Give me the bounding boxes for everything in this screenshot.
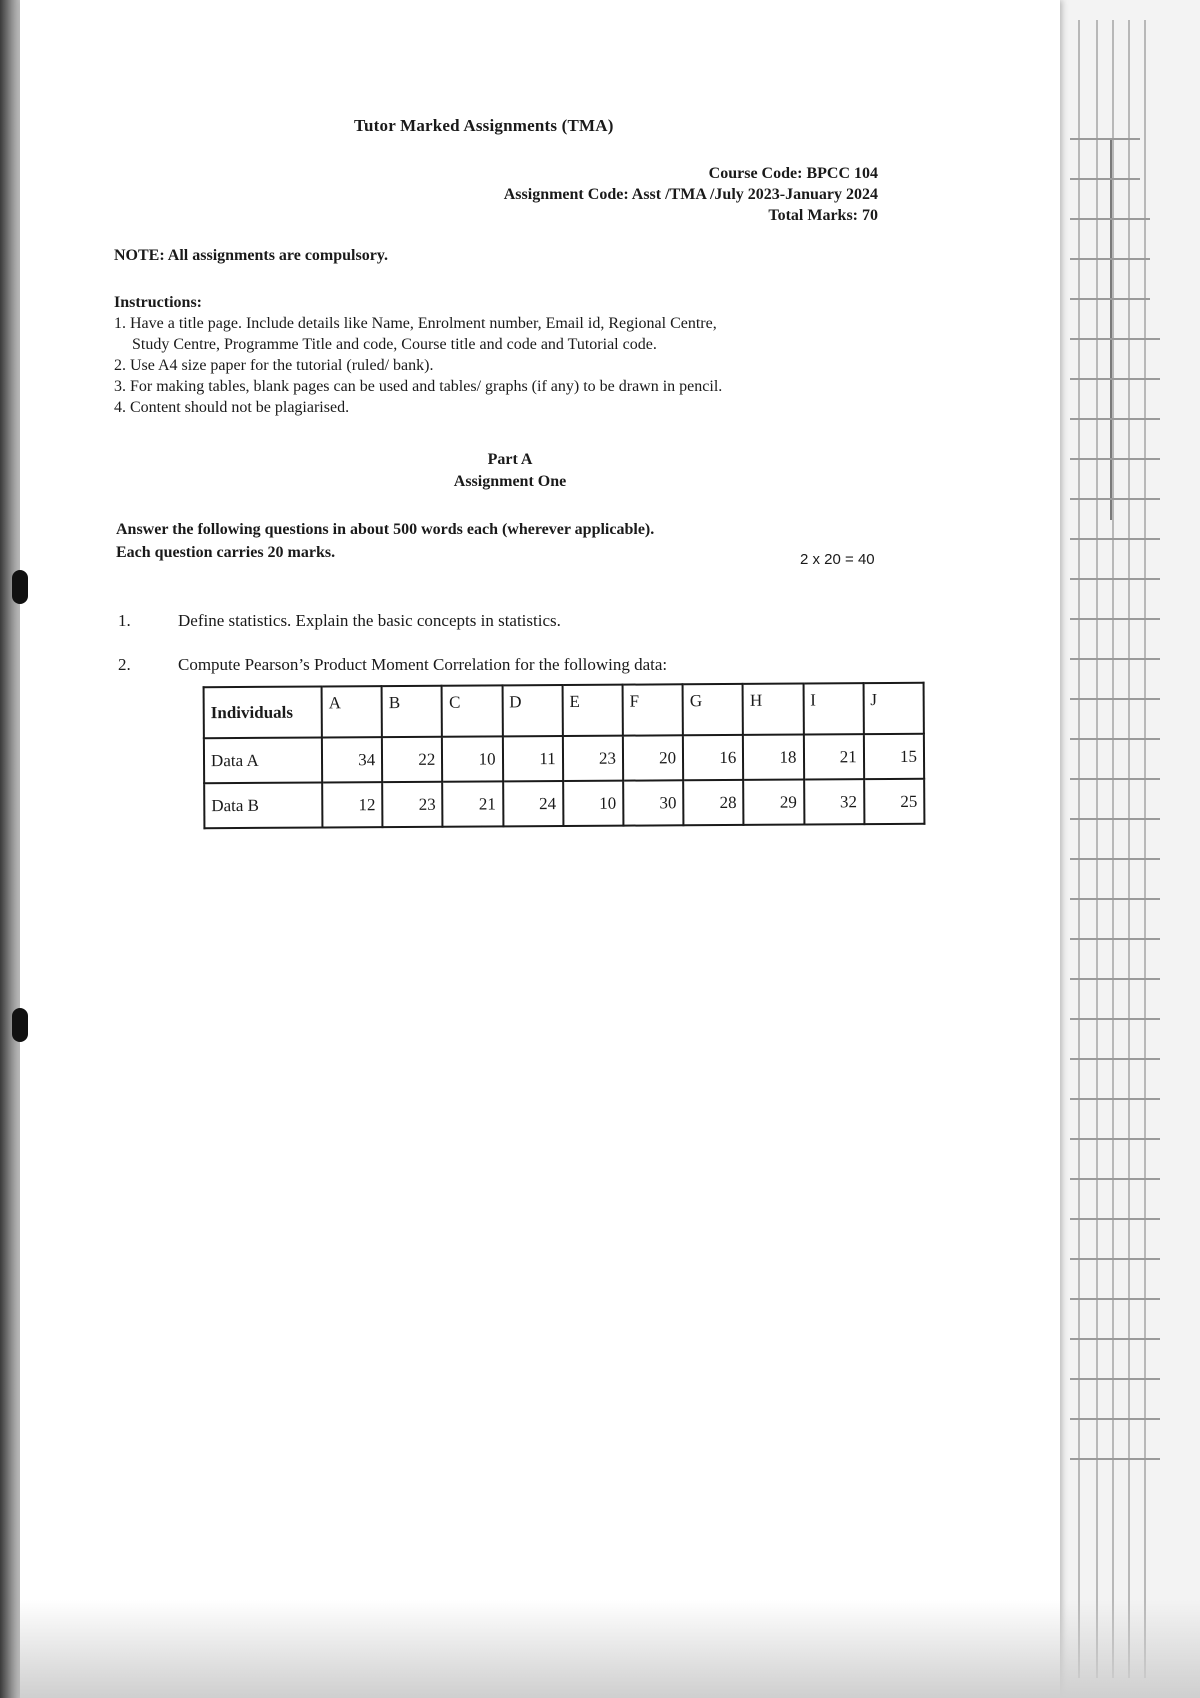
row-label: Data B [204,782,322,828]
ruled-line [1070,658,1160,660]
ruled-line [1070,1218,1160,1220]
table-cell: 30 [623,780,683,825]
ruled-line [1070,1178,1160,1180]
ruled-margin-line [1110,140,1112,520]
ruled-line [1070,938,1160,940]
instruction-item: 2. Use A4 size paper for the tutorial (ruled/ bank). [114,357,434,374]
ruled-line [1070,178,1140,180]
part-name: Part A [487,451,533,468]
instruction-item: 4. Content should not be plagiarised. [114,399,350,416]
ruled-line [1070,418,1160,420]
ruled-line [1070,338,1160,340]
page-edge [1112,20,1114,1678]
marks-allocation: 2 x 20 = 40 [800,551,875,568]
column-header: B [382,686,442,737]
photo-shadow [20,1600,1200,1698]
punch-hole [12,1008,28,1042]
column-header: H [743,684,803,735]
directions-line: Answer the following questions in about 500 words each (wherever applicable). [116,521,655,538]
instructions [114,292,874,418]
table-cell: 24 [503,781,563,826]
punch-hole [12,570,28,604]
ruled-line [1070,1418,1160,1420]
table-cell: 22 [382,737,442,782]
document-title: Tutor Marked Assignments (TMA) [354,116,614,135]
column-header: A [322,686,382,737]
assignment-meta [504,163,878,226]
table-cell: 18 [743,735,803,780]
column-header: E [562,685,622,736]
table-cell: 15 [864,734,925,779]
course-code: Course Code: BPCC 104 [708,165,878,182]
ruled-line [1070,378,1160,380]
ruled-line [1070,738,1160,740]
ruled-line [1070,1138,1160,1140]
ruled-line [1070,258,1150,260]
column-header: G [683,684,743,735]
table-cell: 10 [563,781,623,826]
table-cell: 21 [443,781,503,826]
table-cell: 16 [683,735,743,780]
question-text: Compute Pearson’s Product Moment Correlation for the following data: [178,655,668,674]
assignment-code: Assignment Code: Asst /TMA /July 2023-January 2024 [503,186,878,203]
table-row [204,779,924,828]
question-number: 2. [118,655,131,674]
table-cell: 12 [322,782,382,827]
column-header: J [863,683,924,734]
ruled-line [1070,818,1160,820]
table-cell: 21 [803,734,863,779]
question-number: 1. [118,611,131,630]
ruled-line [1070,538,1160,540]
ruled-line [1070,218,1150,220]
page-edge [1078,20,1080,1678]
correlation-data-table [203,682,926,829]
note: NOTE: All assignments are compulsory. [114,247,388,264]
row-label: Data A [204,737,322,783]
ruled-line [1070,1338,1160,1340]
table-cell: 10 [442,736,502,781]
instructions-heading: Instructions: [114,294,203,311]
ruled-line [1070,698,1160,700]
table-header-label: Individuals [204,686,322,738]
column-header: C [442,685,502,736]
table-cell: 11 [502,736,562,781]
table-cell: 28 [683,780,743,825]
table-cell: 23 [563,736,623,781]
instruction-item: 1. Have a title page. Include details like Name, Enrolment number, Email id, Regional Centre, [114,315,717,332]
instruction-item: 3. For making tables, blank pages can be used and tables/ graphs (if any) to be drawn in pencil. [114,378,723,395]
ruled-line [1070,618,1160,620]
background-page-stack [1040,0,1200,1698]
assignment-name: Assignment One [453,473,567,490]
ruled-line [1070,898,1160,900]
question-text: Define statistics. Explain the basic concepts in statistics. [178,611,561,630]
ruled-line [1070,1258,1160,1260]
ruled-line [1070,298,1150,300]
ruled-line [1070,1058,1160,1060]
table-cell: 25 [864,779,925,824]
table-row [204,734,924,783]
table-cell: 32 [804,779,864,824]
ruled-line [1070,1018,1160,1020]
table-header-row [204,683,924,738]
answer-directions [116,518,796,564]
ruled-line [1070,1458,1160,1460]
part-heading [300,449,720,493]
ruled-line [1070,858,1160,860]
table-cell: 23 [382,782,442,827]
ruled-line [1070,1298,1160,1300]
column-header: I [803,683,863,734]
page-edge [1144,20,1146,1678]
table-cell: 34 [322,737,382,782]
ruled-line [1070,458,1160,460]
ruled-line [1070,778,1160,780]
ruled-line [1070,1378,1160,1380]
table-cell: 29 [743,780,803,825]
column-header: F [623,684,683,735]
page-edge [1096,20,1098,1678]
total-marks: Total Marks: 70 [768,207,878,224]
ruled-line [1070,578,1160,580]
instruction-item-continued: Study Centre, Programme Title and code, Course title and code and Tutorial code. [132,336,657,353]
ruled-line [1070,498,1160,500]
ruled-line [1070,978,1160,980]
table-cell: 20 [623,735,683,780]
ruled-line [1070,1098,1160,1100]
directions-line: Each question carries 20 marks. [116,544,336,561]
ruled-line [1070,138,1140,140]
page-edge [1128,20,1130,1678]
column-header: D [502,685,562,736]
